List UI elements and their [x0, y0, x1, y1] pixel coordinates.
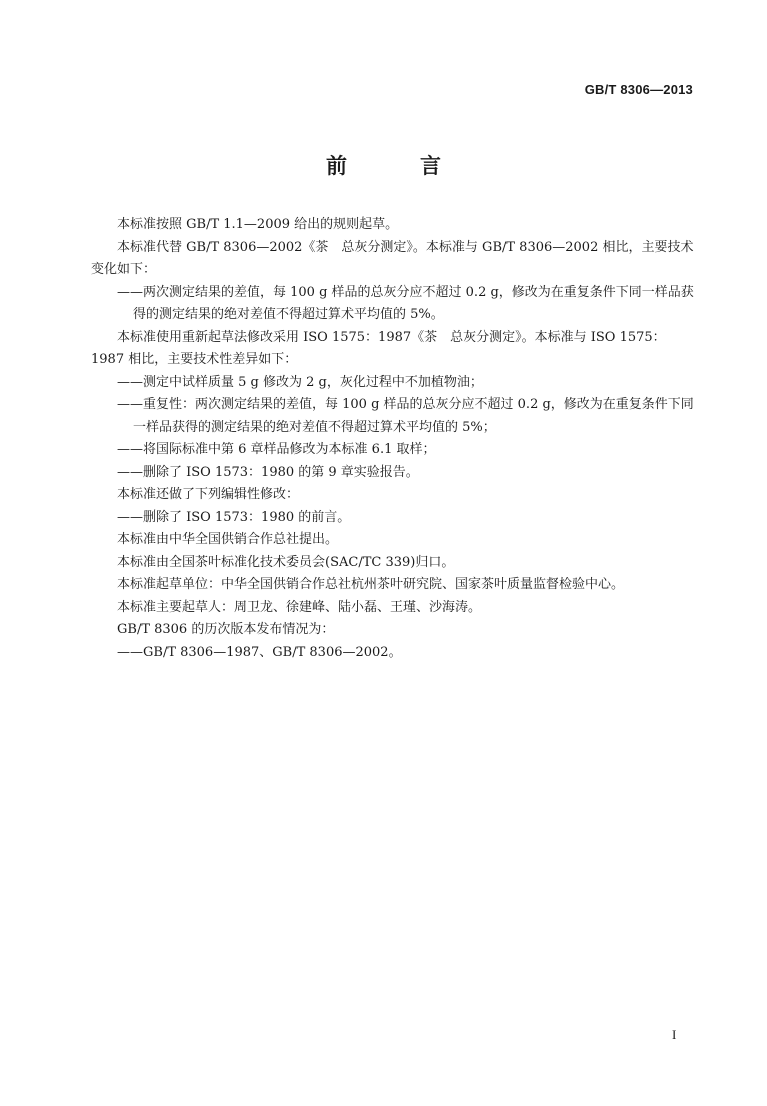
- list-item-editorial: ——删除了 ISO 1573：1980 的前言。: [117, 509, 351, 525]
- list-item-change: ——两次测定结果的差值，每 100 g 样品的总灰分应不超过 0.2 g，修改为在重复条件下同一样品获得的测定结果的绝对差值不得超过算术平均值的 5%。: [117, 284, 694, 322]
- page-title: 前 言: [326, 154, 467, 178]
- list-item-difference: ——将国际标准中第 6 章样品修改为本标准 6.1 取样；: [117, 442, 436, 457]
- paragraph-editorial: 本标准还做了下列编辑性修改：: [117, 487, 300, 502]
- list-item-difference: ——删除了 ISO 1573：1980 的第 9 章实验报告。: [117, 464, 419, 480]
- paragraph-drafting-rules: 本标准按照 GB/T 1.1—2009 给出的规则起草。: [117, 217, 399, 232]
- paragraph-history: GB/T 8306 的历次版本发布情况为：: [117, 622, 335, 637]
- paragraph-drafters: 本标准主要起草人：周卫龙、徐建峰、陆小磊、王瑾、沙海涛。: [117, 599, 482, 615]
- list-item-difference: ——测定中试样质量 5 g 修改为 2 g，灰化过程中不加植物油；: [117, 374, 483, 390]
- page-number: I: [672, 1027, 677, 1042]
- list-item-history: ——GB/T 8306—1987、GB/T 8306—2002。: [117, 644, 402, 660]
- paragraph-committee: 本标准由全国茶叶标准化技术委员会(SAC/TC 339)归口。: [117, 554, 455, 570]
- paragraph-iso-adoption: 本标准使用重新起草法修改采用 ISO 1575：1987《茶 总灰分测定》。本标准与 ISO 1575：1987 相比，主要技术性差异如下：: [91, 329, 666, 367]
- foreword-body: [91, 214, 695, 664]
- paragraph-drafting-units: 本标准起草单位：中华全国供销合作总社杭州茶叶研究院、国家茶叶质量监督检验中心。: [117, 577, 625, 592]
- paragraph-replaces: 本标准代替 GB/T 8306—2002《茶 总灰分测定》。本标准与 GB/T 8306—2002 相比，主要技术变化如下：: [91, 239, 694, 277]
- list-item-difference: ——重复性：两次测定结果的差值，每 100 g 样品的总灰分应不超过 0.2 g，修改为在重复条件下同一样品获得的测定结果的绝对差值不得超过算术平均值的 5%；: [117, 397, 694, 435]
- standard-code: GB/T 8306—2013: [584, 82, 693, 97]
- paragraph-proposer: 本标准由中华全国供销合作总社提出。: [117, 532, 339, 547]
